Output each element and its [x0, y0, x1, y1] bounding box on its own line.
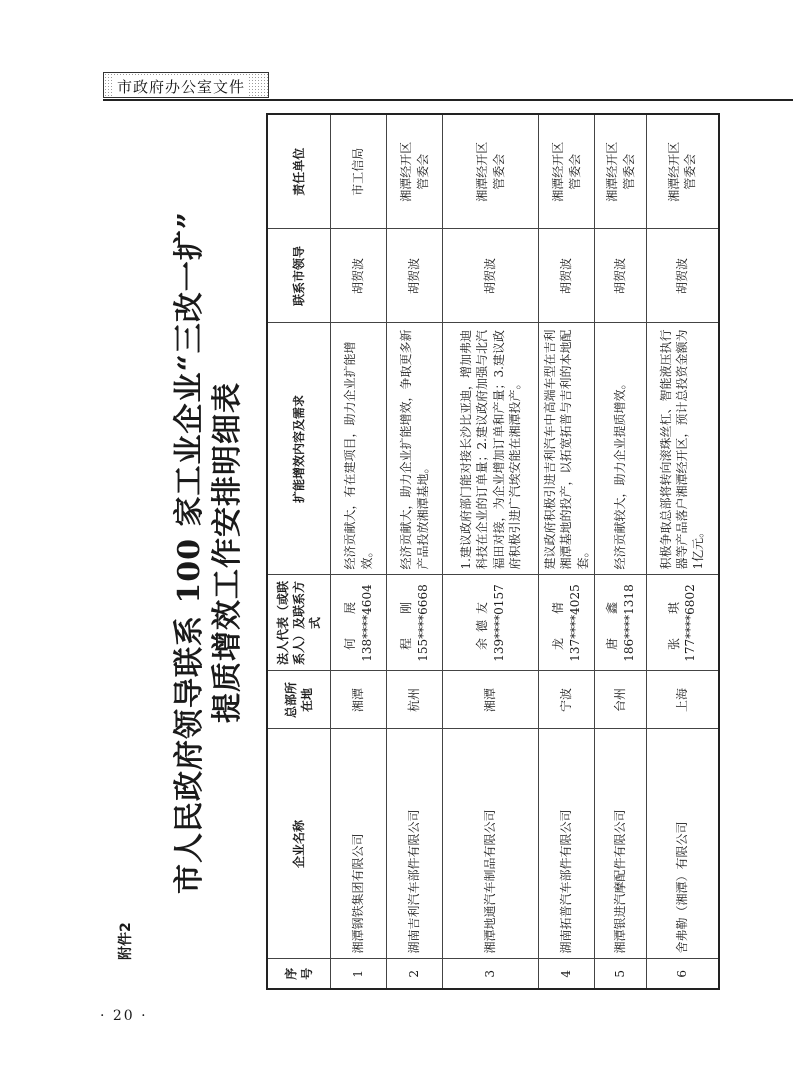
rep-name: 龙 倩 — [551, 596, 566, 651]
table-row — [331, 114, 387, 989]
cell-company: 湖南吉利汽车部件有限公司 — [387, 729, 443, 959]
cell-rep — [331, 575, 387, 671]
cell-hq: 上海 — [647, 671, 719, 729]
header-rep: 法人代表（或联系人）及联系方式 — [267, 575, 331, 671]
page-number: · 20 · — [100, 1008, 148, 1024]
rep-phone: 155****6668 — [415, 584, 430, 662]
table-row — [595, 114, 647, 989]
rep-name: 张 琪 — [667, 596, 682, 651]
unit-line: 湘潭经开区 — [475, 141, 490, 202]
header-rule — [103, 99, 793, 101]
cell-leader: 胡贺波 — [387, 229, 443, 323]
cell-requirements: 经济贡献较大，助力企业提质增效。 — [595, 323, 647, 575]
cell-company: 湖南拓普汽车部件有限公司 — [539, 729, 595, 959]
table-row — [539, 114, 595, 989]
cell-unit — [595, 114, 647, 229]
cell-unit — [331, 114, 387, 229]
cell-index: 6 — [647, 959, 719, 989]
unit-line: 管委会 — [683, 153, 698, 190]
cell-hq: 湘潭 — [331, 671, 387, 729]
rep-name: 唐 鑫 — [605, 596, 620, 651]
cell-leader: 胡贺波 — [539, 229, 595, 323]
cell-leader: 胡贺波 — [443, 229, 539, 323]
cell-index: 2 — [387, 959, 443, 989]
cell-leader: 胡贺波 — [331, 229, 387, 323]
header-unit: 责任单位 — [267, 114, 331, 229]
cell-leader: 胡贺波 — [647, 229, 719, 323]
table-row — [647, 114, 719, 989]
document-title-line1: 市人民政府领导联系 100 家工业企业“三改一扩” — [172, 210, 207, 895]
cell-hq: 台州 — [595, 671, 647, 729]
rotated-page-content — [160, 115, 706, 990]
unit-line: 湘潭经开区 — [667, 141, 682, 202]
cell-index: 1 — [331, 959, 387, 989]
rep-phone: 177****6802 — [683, 584, 698, 662]
cell-unit — [387, 114, 443, 229]
rep-phone: 138****4604 — [359, 584, 374, 662]
header-leader: 联系市领导 — [267, 229, 331, 323]
cell-company: 湘潭地通汽车制品有限公司 — [443, 729, 539, 959]
cell-rep — [595, 575, 647, 671]
unit-line: 管委会 — [491, 153, 506, 190]
cell-unit — [539, 114, 595, 229]
table-header-row — [267, 114, 331, 989]
cell-index: 4 — [539, 959, 595, 989]
unit-line: 湘潭经开区 — [551, 141, 566, 202]
cell-hq: 湘潭 — [443, 671, 539, 729]
arrangement-table — [266, 113, 720, 990]
cell-unit — [647, 114, 719, 229]
cell-index: 5 — [595, 959, 647, 989]
header-hq: 总部所在地 — [267, 671, 331, 729]
rep-name: 程 刚 — [399, 596, 414, 651]
rep-name: 余德友 — [475, 596, 490, 651]
rep-name: 何 展 — [343, 596, 358, 651]
rep-phone: 186****1318 — [621, 584, 636, 662]
rep-phone: 139****0157 — [491, 584, 506, 662]
attachment-label: 附件2 — [118, 922, 134, 960]
cell-rep — [387, 575, 443, 671]
cell-unit — [443, 114, 539, 229]
unit-line: 管委会 — [415, 153, 430, 190]
rep-phone: 137****4025 — [567, 584, 582, 662]
unit-line: 湘潭经开区 — [605, 141, 620, 202]
cell-rep — [647, 575, 719, 671]
cell-leader: 胡贺波 — [595, 229, 647, 323]
cell-rep — [539, 575, 595, 671]
cell-company: 湘潭钢铁集团有限公司 — [331, 729, 387, 959]
cell-hq: 宁波 — [539, 671, 595, 729]
cell-requirements: 1.建议政府部门能对接长沙比亚迪，增加弗迪科技在企业的订单量；2.建议政府加强与北汽福田对接，为企业增加订单和产量；3.建议政府积极引进广汽埃安能在湘潭投产。 — [443, 323, 539, 575]
document-title-line2: 提质增效工作安排明细表 — [210, 382, 245, 723]
cell-hq: 杭州 — [387, 671, 443, 729]
cell-requirements: 经济贡献大，有在建项目，助力企业扩能增效。 — [331, 323, 387, 575]
header-company: 企业名称 — [267, 729, 331, 959]
header-index: 序号 — [267, 959, 331, 989]
table-row — [387, 114, 443, 989]
cell-requirements: 建议政府积极引进吉利汽车中高端车型在吉利湘潭基地的投产，以拓宽拓普与吉利的本地配套。 — [539, 323, 595, 575]
document-header-label: 市政府办公室文件 — [114, 76, 248, 97]
unit-line: 管委会 — [567, 153, 582, 190]
document-header-badge — [103, 72, 269, 98]
unit-line: 湘潭经开区 — [399, 141, 414, 202]
cell-company: 舍弗勒（湘潭）有限公司 — [647, 729, 719, 959]
cell-requirements: 积极争取总部将转向滚珠丝杠、智能液压执行器等产品落户湘潭经开区，预计总投资金额为1亿元。 — [647, 323, 719, 575]
cell-requirements: 经济贡献大，助力企业扩能增效，争取更多新产品投放湘潭基地。 — [387, 323, 443, 575]
header-requirements: 扩能增效内容及需求 — [267, 323, 331, 575]
cell-rep — [443, 575, 539, 671]
cell-index: 3 — [443, 959, 539, 989]
cell-company: 湘潭银进汽摩配件有限公司 — [595, 729, 647, 959]
unit-line: 市工信局 — [351, 147, 366, 196]
unit-line: 管委会 — [621, 153, 636, 190]
table-row — [443, 114, 539, 989]
